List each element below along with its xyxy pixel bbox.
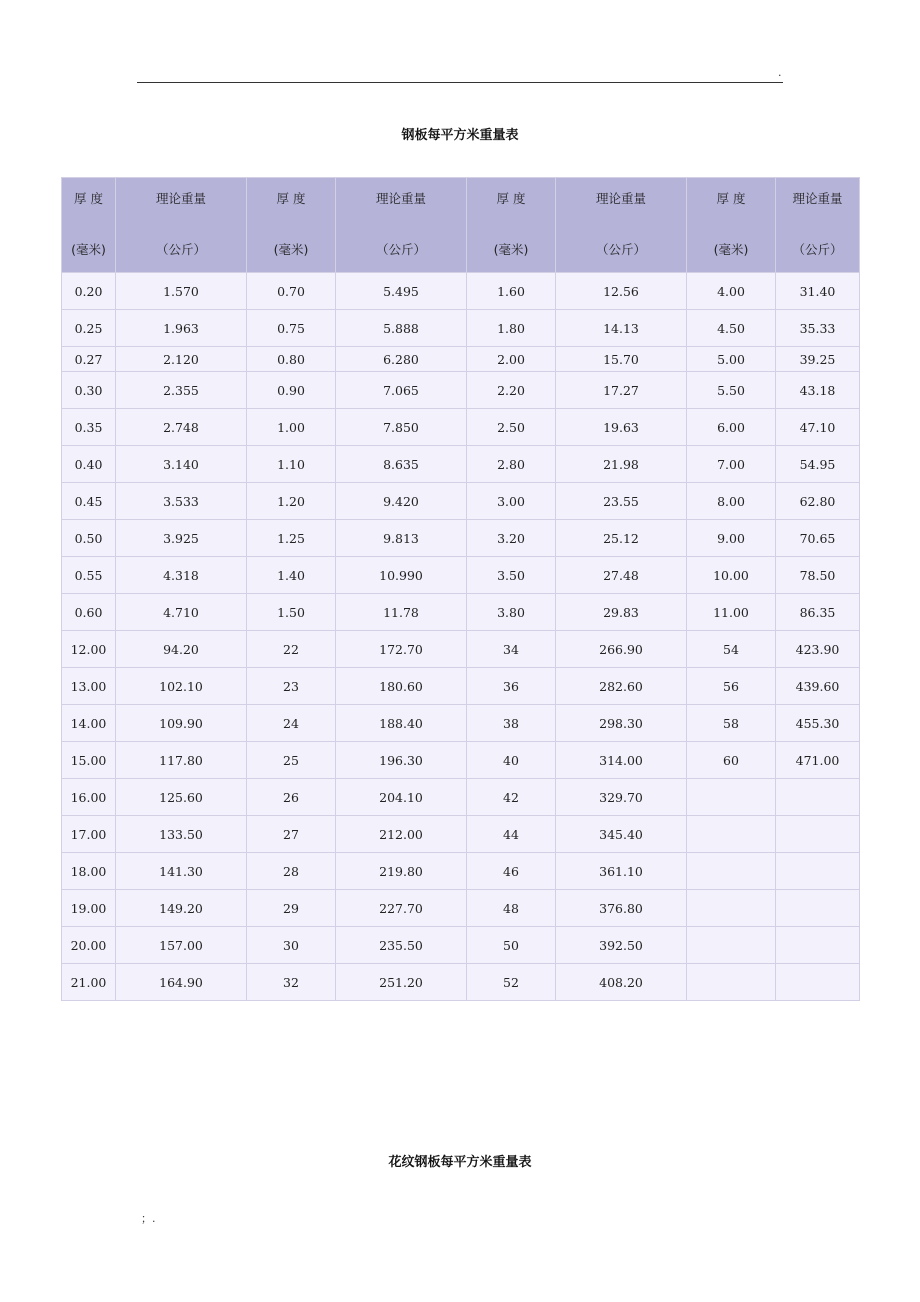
table-title: 钢板每平方米重量表	[401, 128, 519, 143]
thickness-cell: 3.20	[467, 520, 556, 557]
weight-cell: 47.10	[776, 409, 860, 446]
thickness-cell: 42	[467, 779, 556, 816]
weight-cell	[776, 779, 860, 816]
weight-cell: 2.355	[116, 372, 247, 409]
table-row	[62, 446, 860, 483]
weight-cell: 5.495	[336, 273, 467, 310]
table-row	[62, 705, 860, 742]
weight-cell: 141.30	[116, 853, 247, 890]
weight-cell: 164.90	[116, 964, 247, 1001]
weight-cell: 227.70	[336, 890, 467, 927]
weight-cell: 1.963	[116, 310, 247, 347]
thickness-cell: 27	[247, 816, 336, 853]
header-label: 理论重量	[595, 191, 646, 206]
weight-cell: 329.70	[556, 779, 687, 816]
weight-cell: 3.140	[116, 446, 247, 483]
thickness-cell: 13.00	[62, 668, 116, 705]
weight-cell: 455.30	[776, 705, 860, 742]
weight-cell: 188.40	[336, 705, 467, 742]
table-row	[62, 347, 860, 372]
thickness-cell: 6.00	[687, 409, 776, 446]
weight-cell: 86.35	[776, 594, 860, 631]
thickness-cell: 3.50	[467, 557, 556, 594]
thickness-cell: 2.80	[467, 446, 556, 483]
thickness-cell: 21.00	[62, 964, 116, 1001]
thickness-cell: 46	[467, 853, 556, 890]
thickness-cell: 5.00	[687, 347, 776, 372]
weight-cell: 62.80	[776, 483, 860, 520]
thickness-cell: 28	[247, 853, 336, 890]
header-thickness	[687, 178, 776, 273]
thickness-cell: 36	[467, 668, 556, 705]
weight-cell: 6.280	[336, 347, 467, 372]
thickness-cell: 0.90	[247, 372, 336, 409]
weight-cell: 7.850	[336, 409, 467, 446]
weight-cell: 392.50	[556, 927, 687, 964]
thickness-cell	[687, 927, 776, 964]
header-unit: (毫米)	[493, 242, 529, 257]
thickness-cell: 30	[247, 927, 336, 964]
thickness-cell: 11.00	[687, 594, 776, 631]
table-row	[62, 273, 860, 310]
thickness-cell: 1.00	[247, 409, 336, 446]
weight-cell: 266.90	[556, 631, 687, 668]
weight-cell: 376.80	[556, 890, 687, 927]
weight-cell: 29.83	[556, 594, 687, 631]
thickness-cell: 3.00	[467, 483, 556, 520]
table-row	[62, 594, 860, 631]
header-label: 厚 度	[716, 191, 746, 206]
thickness-cell: 2.50	[467, 409, 556, 446]
weight-cell: 43.18	[776, 372, 860, 409]
thickness-cell	[687, 779, 776, 816]
weight-cell: 133.50	[116, 816, 247, 853]
thickness-cell: 0.25	[62, 310, 116, 347]
weight-cell: 12.56	[556, 273, 687, 310]
header-label: 理论重量	[155, 191, 206, 206]
weight-cell: 19.63	[556, 409, 687, 446]
thickness-cell: 1.10	[247, 446, 336, 483]
weight-cell: 5.888	[336, 310, 467, 347]
weight-cell: 219.80	[336, 853, 467, 890]
weight-cell: 149.20	[116, 890, 247, 927]
thickness-cell: 17.00	[62, 816, 116, 853]
table-header-row	[62, 178, 860, 273]
weight-cell: 2.748	[116, 409, 247, 446]
weight-cell: 78.50	[776, 557, 860, 594]
thickness-cell: 25	[247, 742, 336, 779]
table-row	[62, 557, 860, 594]
thickness-cell: 40	[467, 742, 556, 779]
weight-cell: 7.065	[336, 372, 467, 409]
weight-cell: 17.27	[556, 372, 687, 409]
thickness-cell: 12.00	[62, 631, 116, 668]
weight-cell: 10.990	[336, 557, 467, 594]
thickness-cell: 9.00	[687, 520, 776, 557]
header-label: 理论重量	[792, 191, 843, 206]
weight-cell: 235.50	[336, 927, 467, 964]
weight-cell: 14.13	[556, 310, 687, 347]
thickness-cell: 0.60	[62, 594, 116, 631]
header-rule	[137, 82, 783, 83]
weight-cell: 9.813	[336, 520, 467, 557]
thickness-cell: 52	[467, 964, 556, 1001]
thickness-cell: 20.00	[62, 927, 116, 964]
weight-cell: 196.30	[336, 742, 467, 779]
weight-cell: 11.78	[336, 594, 467, 631]
thickness-cell: 48	[467, 890, 556, 927]
weight-cell: 70.65	[776, 520, 860, 557]
weight-cell: 471.00	[776, 742, 860, 779]
thickness-cell: 60	[687, 742, 776, 779]
weight-cell: 439.60	[776, 668, 860, 705]
thickness-cell: 0.50	[62, 520, 116, 557]
second-table-title: 花纹钢板每平方米重量表	[388, 1155, 532, 1170]
weight-cell: 23.55	[556, 483, 687, 520]
table-row	[62, 520, 860, 557]
weight-cell: 35.33	[776, 310, 860, 347]
header-label: 厚 度	[496, 191, 526, 206]
thickness-cell: 19.00	[62, 890, 116, 927]
thickness-cell: 0.30	[62, 372, 116, 409]
thickness-cell: 32	[247, 964, 336, 1001]
header-thickness	[247, 178, 336, 273]
thickness-cell: 44	[467, 816, 556, 853]
thickness-cell: 1.60	[467, 273, 556, 310]
thickness-cell: 18.00	[62, 853, 116, 890]
table-row	[62, 816, 860, 853]
thickness-cell: 26	[247, 779, 336, 816]
header-unit: (毫米)	[273, 242, 309, 257]
header-theoretical-weight	[776, 178, 860, 273]
table-row	[62, 483, 860, 520]
weight-cell: 27.48	[556, 557, 687, 594]
weight-cell: 54.95	[776, 446, 860, 483]
weight-cell: 94.20	[116, 631, 247, 668]
thickness-cell: 0.45	[62, 483, 116, 520]
header-unit: （公斤）	[155, 242, 206, 257]
thickness-cell: 54	[687, 631, 776, 668]
weight-cell	[776, 964, 860, 1001]
table-row	[62, 409, 860, 446]
table-row	[62, 964, 860, 1001]
weight-cell: 1.570	[116, 273, 247, 310]
table-row	[62, 890, 860, 927]
weight-cell: 204.10	[336, 779, 467, 816]
thickness-cell: 29	[247, 890, 336, 927]
thickness-cell	[687, 890, 776, 927]
thickness-cell	[687, 964, 776, 1001]
header-theoretical-weight	[336, 178, 467, 273]
weight-cell: 25.12	[556, 520, 687, 557]
weight-cell: 3.925	[116, 520, 247, 557]
thickness-cell: 0.70	[247, 273, 336, 310]
weight-cell: 125.60	[116, 779, 247, 816]
table-row	[62, 853, 860, 890]
thickness-cell: 1.50	[247, 594, 336, 631]
thickness-cell: 58	[687, 705, 776, 742]
weight-cell: 4.710	[116, 594, 247, 631]
weight-cell: 282.60	[556, 668, 687, 705]
thickness-cell: 50	[467, 927, 556, 964]
header-thickness	[62, 178, 116, 273]
weight-cell: 314.00	[556, 742, 687, 779]
thickness-cell: 0.75	[247, 310, 336, 347]
table-row	[62, 927, 860, 964]
thickness-cell: 34	[467, 631, 556, 668]
thickness-cell: 22	[247, 631, 336, 668]
weight-cell: 102.10	[116, 668, 247, 705]
weight-cell: 117.80	[116, 742, 247, 779]
table-row	[62, 372, 860, 409]
thickness-cell: 0.27	[62, 347, 116, 372]
header-unit: (毫米)	[713, 242, 749, 257]
weight-cell: 423.90	[776, 631, 860, 668]
thickness-cell	[687, 853, 776, 890]
weight-cell: 180.60	[336, 668, 467, 705]
thickness-cell: 8.00	[687, 483, 776, 520]
header-unit: （公斤）	[595, 242, 646, 257]
thickness-cell: 23	[247, 668, 336, 705]
weight-cell	[776, 890, 860, 927]
table-row	[62, 668, 860, 705]
weight-cell: 298.30	[556, 705, 687, 742]
thickness-cell	[687, 816, 776, 853]
thickness-cell: 14.00	[62, 705, 116, 742]
thickness-cell: 3.80	[467, 594, 556, 631]
header-label: 厚 度	[276, 191, 306, 206]
thickness-cell: 0.35	[62, 409, 116, 446]
thickness-cell: 38	[467, 705, 556, 742]
weight-cell: 109.90	[116, 705, 247, 742]
thickness-cell: 24	[247, 705, 336, 742]
weight-cell: 212.00	[336, 816, 467, 853]
thickness-cell: 10.00	[687, 557, 776, 594]
weight-cell: 9.420	[336, 483, 467, 520]
weight-cell: 172.70	[336, 631, 467, 668]
thickness-cell: 2.20	[467, 372, 556, 409]
thickness-cell: 0.40	[62, 446, 116, 483]
weight-cell: 2.120	[116, 347, 247, 372]
weight-cell: 361.10	[556, 853, 687, 890]
thickness-cell: 4.00	[687, 273, 776, 310]
thickness-cell: 0.80	[247, 347, 336, 372]
header-mark: .	[778, 66, 782, 79]
weight-cell: 345.40	[556, 816, 687, 853]
header-label: 理论重量	[375, 191, 426, 206]
table-body	[62, 273, 860, 1001]
thickness-cell: 4.50	[687, 310, 776, 347]
thickness-cell: 0.20	[62, 273, 116, 310]
weight-cell: 15.70	[556, 347, 687, 372]
header-label: 厚 度	[74, 191, 103, 206]
thickness-cell: 15.00	[62, 742, 116, 779]
thickness-cell: 7.00	[687, 446, 776, 483]
table-row	[62, 310, 860, 347]
thickness-cell: 1.20	[247, 483, 336, 520]
weight-cell: 157.00	[116, 927, 247, 964]
weight-cell	[776, 816, 860, 853]
thickness-cell: 5.50	[687, 372, 776, 409]
table-row	[62, 779, 860, 816]
weight-cell: 251.20	[336, 964, 467, 1001]
header-thickness	[467, 178, 556, 273]
footer-mark: ；.	[141, 1212, 156, 1225]
thickness-cell: 0.55	[62, 557, 116, 594]
thickness-cell: 2.00	[467, 347, 556, 372]
header-theoretical-weight	[116, 178, 247, 273]
weight-cell: 31.40	[776, 273, 860, 310]
header-unit: （公斤）	[792, 242, 843, 257]
weight-cell: 21.98	[556, 446, 687, 483]
weight-cell: 4.318	[116, 557, 247, 594]
weight-cell: 3.533	[116, 483, 247, 520]
thickness-cell: 1.40	[247, 557, 336, 594]
thickness-cell: 1.80	[467, 310, 556, 347]
header-unit: （公斤）	[375, 242, 426, 257]
weight-cell	[776, 853, 860, 890]
thickness-cell: 16.00	[62, 779, 116, 816]
table-row	[62, 631, 860, 668]
thickness-cell: 56	[687, 668, 776, 705]
steel-plate-weight-table	[61, 177, 860, 1001]
header-unit: (毫米)	[71, 242, 106, 257]
header-theoretical-weight	[556, 178, 687, 273]
weight-cell: 408.20	[556, 964, 687, 1001]
table-row	[62, 742, 860, 779]
weight-cell	[776, 927, 860, 964]
weight-cell: 39.25	[776, 347, 860, 372]
weight-cell: 8.635	[336, 446, 467, 483]
thickness-cell: 1.25	[247, 520, 336, 557]
